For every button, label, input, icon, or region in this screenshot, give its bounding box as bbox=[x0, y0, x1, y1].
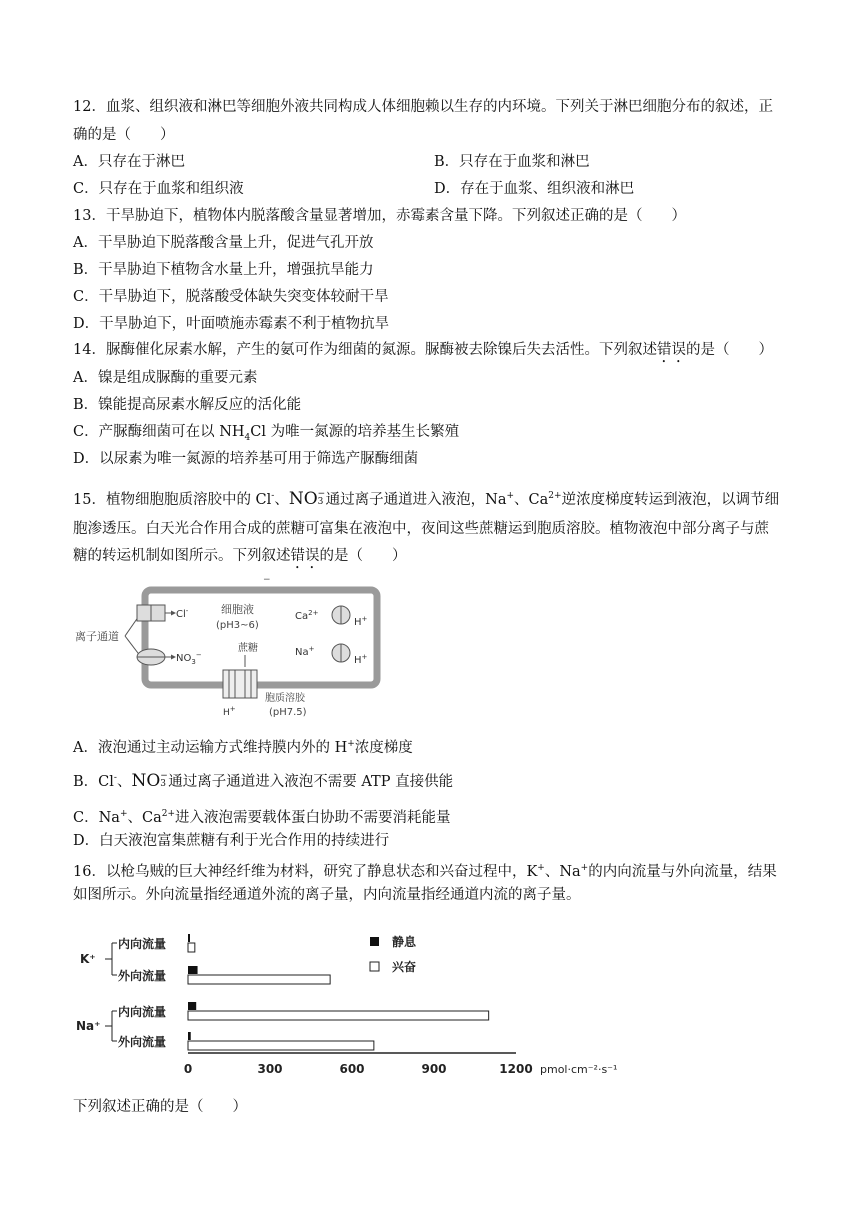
cytosol-ph-label: (pH7.5) bbox=[269, 707, 307, 718]
legend-label-excited: 兴奋 bbox=[392, 960, 417, 974]
q14-option-c: C．产脲酶细菌可在以 $NH_4Cl$ 为唯一氮源的培养基生长繁殖 bbox=[73, 424, 460, 443]
group-label: K⁺ bbox=[80, 952, 96, 966]
na-h-antiporter bbox=[295, 644, 368, 666]
bar-rest bbox=[188, 966, 198, 974]
q12-option-d: D．存在于血浆、组织液和淋巴 bbox=[434, 181, 635, 197]
q12-option-b: B．只存在于血浆和淋巴 bbox=[434, 154, 590, 170]
q13-option-d: D．干旱胁迫下，叶面喷施赤霉素不利于植物抗旱 bbox=[73, 316, 390, 332]
svg-text:H+: H+ bbox=[354, 615, 368, 628]
ion-flux-chart bbox=[70, 925, 640, 1090]
category-label: 外向流量 bbox=[118, 969, 167, 983]
no3-channel bbox=[137, 649, 202, 666]
sucrose-transporter bbox=[223, 641, 258, 718]
category-label: 外向流量 bbox=[118, 1035, 167, 1049]
q12-stem-line1: 12．血浆、组织液和淋巴等细胞外液共同构成人体细胞赖以生存的内环境。下列关于淋巴细胞分布的叙述，正 bbox=[73, 99, 773, 115]
q15-option-d: D．白天液泡富集蔗糖有利于光合作用的持续进行 bbox=[73, 833, 390, 849]
bar-rest bbox=[188, 1032, 191, 1040]
svg-text:H+: H+ bbox=[354, 653, 368, 666]
tick-label: 0 bbox=[183, 1062, 193, 1076]
svg-text:Na+: Na+ bbox=[295, 645, 315, 658]
tick-label: 300 bbox=[257, 1062, 283, 1076]
q15-option-a: A．液泡通过主动运输方式维持膜内外的 H+浓度梯度 bbox=[73, 739, 413, 756]
tick-label: 600 bbox=[339, 1062, 365, 1076]
q12-option-c: C．只存在于血浆和组织液 bbox=[73, 181, 244, 197]
svg-text:Cl-: Cl- bbox=[176, 607, 189, 620]
q15-stem-line2: 胞渗透压。白天光合作用合成的蔗糖可富集在液泡中，夜间这些蔗糖运到胞质溶胶。植物液泡中部分离子与蔗 bbox=[73, 521, 769, 537]
q12-option-a: A．只存在于淋巴 bbox=[73, 154, 185, 170]
vacuole-transport-diagram bbox=[73, 575, 393, 725]
vacuole-label: 细胞液 bbox=[221, 603, 254, 616]
q15-stem-line1: 15．植物细胞胞质溶胶中的 Cl-、NO − 3 通过离子通道进入液泡，Na+、$Ca^{2+}$逆浓度梯度转运到液泡，以调节细 bbox=[73, 488, 780, 509]
bar-excited bbox=[188, 1011, 489, 1020]
svg-text:NO3−: $NO_3^-$ bbox=[176, 651, 202, 666]
q15-option-c: C．Na+、$Ca^{2+}$进入液泡需要载体蛋白协助不需要消耗能量 bbox=[73, 809, 451, 826]
q14-option-a: A．镍是组成脲酶的重要元素 bbox=[73, 370, 258, 386]
ion-channel-label: 离子通道 bbox=[75, 630, 119, 643]
svg-text:−: − bbox=[263, 575, 271, 585]
category-label: 内向流量 bbox=[118, 1005, 167, 1019]
category-label: 内向流量 bbox=[118, 937, 167, 951]
bar-excited bbox=[188, 943, 195, 952]
group-label: Na⁺ bbox=[76, 1019, 101, 1033]
q12-stem-line2: 确的是（ ） bbox=[73, 127, 175, 143]
cytosol-label: 胞质溶胶 bbox=[265, 693, 305, 704]
bar-rest bbox=[188, 934, 190, 942]
q16-stem-line2: 如图所示。外向流量指经通道外流的离子量，内向流量指经通道内流的离子量。 bbox=[73, 887, 581, 903]
q15-option-b: B．Cl-、NO − 3 通过离子通道进入液泡不需要 ATP 直接供能 bbox=[73, 770, 454, 791]
legend-label-rest: 静息 bbox=[392, 935, 417, 949]
ca-h-antiporter bbox=[295, 606, 368, 628]
x-unit-label: pmol·cm⁻²·s⁻¹ bbox=[540, 1063, 618, 1076]
q14-option-d: D．以尿素为唯一氮源的培养基可用于筛选产脲酶细菌 bbox=[73, 451, 419, 467]
legend-swatch-rest bbox=[370, 937, 379, 946]
q14-stem: 14．脲酶催化尿素水解，产生的氨可作为细菌的氮源。脲酶被去除镍后失去活性。下列叙述错误的是（ ） bbox=[73, 342, 773, 358]
q13-stem: 13．干旱胁迫下，植物体内脱落酸含量显著增加，赤霉素含量下降。下列叙述正确的是（ ） bbox=[73, 208, 686, 224]
bar-rest bbox=[188, 1002, 196, 1010]
vacuole-ph-label: (pH3~6) bbox=[216, 620, 259, 631]
legend-swatch-excited bbox=[370, 962, 379, 971]
cl-channel bbox=[137, 605, 189, 621]
svg-text:蔗糖: 蔗糖 bbox=[238, 643, 258, 654]
tick-label: 1200 bbox=[499, 1062, 533, 1076]
bar-excited bbox=[188, 975, 330, 984]
q13-option-b: B．干旱胁迫下植物含水量上升，增强抗旱能力 bbox=[73, 262, 374, 278]
tick-label: 900 bbox=[421, 1062, 447, 1076]
q13-option-c: C．干旱胁迫下，脱落酸受体缺失突变体较耐干旱 bbox=[73, 289, 389, 305]
q15-stem-line3: 糖的转运机制如图所示。下列叙述错误的是（ ） bbox=[73, 548, 407, 564]
svg-text:H+: H+ bbox=[223, 705, 236, 718]
svg-text:Ca2+: $Ca^{2+}$ bbox=[295, 609, 319, 622]
q14-option-b: B．镍能提高尿素水解反应的活化能 bbox=[73, 397, 302, 413]
q13-option-a: A．干旱胁迫下脱落酸含量上升，促进气孔开放 bbox=[73, 235, 374, 251]
q16-after-text: 下列叙述正确的是（ ） bbox=[73, 1099, 247, 1115]
q16-stem-line1: 16．以枪乌贼的巨大神经纤维为材料，研究了静息状态和兴奋过程中，K+、Na+的内向流量与外向流量，结果 bbox=[73, 863, 777, 880]
bar-excited bbox=[188, 1041, 374, 1050]
vacuole-membrane bbox=[145, 590, 377, 685]
